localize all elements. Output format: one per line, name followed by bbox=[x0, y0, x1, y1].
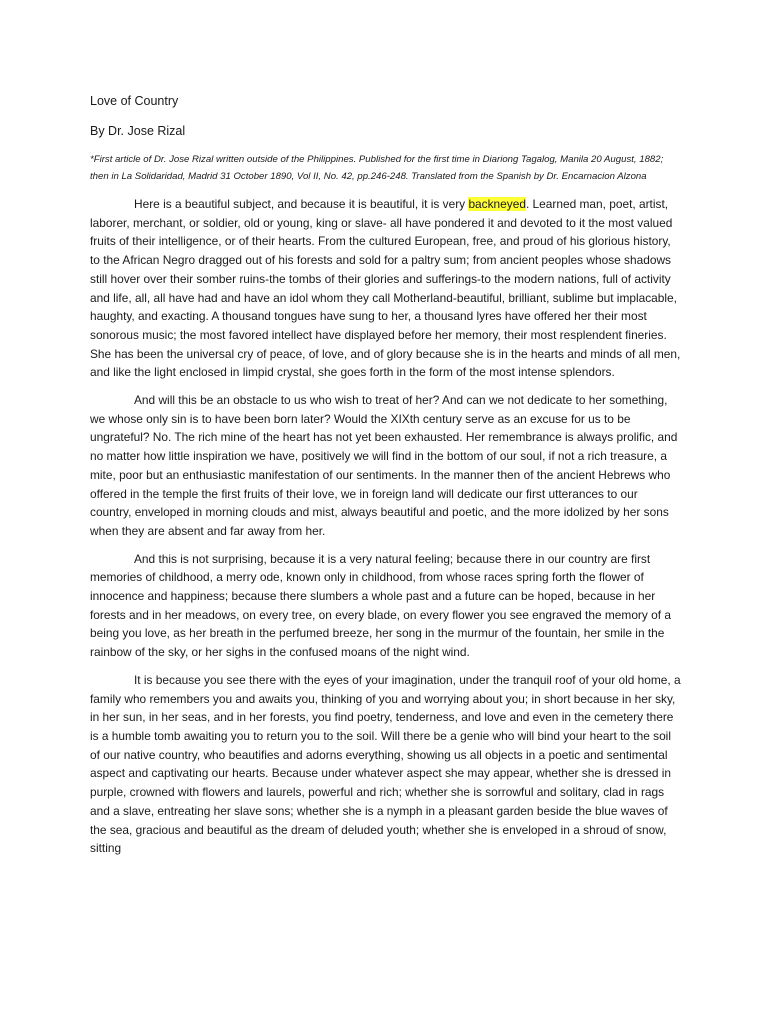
paragraph-3: And this is not surprising, because it is a very natural feeling; because there in our country are first memories of childhood, a merry ode, known only in childhood, from whose races spring forth the flower of innocence and happiness; because there slumbers a whole past and a future can be hoped, because in her forests and in her meadows, on every tree, on every blade, on every flower you see engraved the memory of a being you love, as her breath in the perfumed breeze, her song in the murmur of the fountain, her smile in the rainbow of the sky, or her sighs in the confused moans of the night wind. bbox=[90, 551, 671, 660]
paragraph-4: It is because you see there with the eyes of your imagination, under the tranquil roof of your old home, a family who remembers you and awaits you, thinking of you and worrying about you; in short because in her sky, in her sun, in her seas, and in her forests, you find poetry, tenderness, and love and even in the cemetery there is a humble tomb awaiting you to return you to the soil. Will there be a genie who will bind your heart to the soil of our native country, who beautifies and adorns everything, showing us all objects in a poetic and sentimental aspect and captivating our hearts. Because under whatever aspect she may appear, whether she is dressed in purple, crowned with flowers and laurels, powerful and rich; whether she is sorrowful and solitary, clad in rags and a slave, entreating her slave sons; whether she is a nymph in a pleasant garden beside the blue waves of the sea, gracious and beautiful as the dream of deluded youth; whether she is enveloped in a shroud of snow, sitting bbox=[90, 672, 681, 856]
document-page bbox=[90, 92, 682, 867]
document-title: Love of Country bbox=[90, 94, 179, 108]
publication-note: *First article of Dr. Jose Rizal written outside of the Philippines. Published for the first time in Diariong Tagalog, Manila 20 August, 1882; then in La Solidaridad, Madrid 31 October 1890, Vol II, No. 42, pp.246-248. Translated from the Spanish by Dr. Encarnacion Alzona bbox=[90, 154, 664, 182]
paragraph-1 bbox=[90, 195, 682, 382]
paragraph-1-start: Here is a beautiful subject, and because it is beautiful, it is very bbox=[134, 197, 469, 211]
paragraph-1-rest: . Learned man, poet, artist, laborer, merchant, or soldier, old or young, king or slave- all have pondered it and devoted to it the most valued fruits of their intelligence, or of their hearts. From the cultured European, free, and proud of his glorious history, to the African Negro dragged out of his forests and sold for a paltry sum; from ancient peoples whose shadows still hover over their somber ruins-the tombs of their glories and sufferings-to the modern nations, full of activity and life, all, all have had and have an idol whom they call Motherland-beautiful, brilliant, sublime but implacable, haughty, and exacting. A thousand tongues have sung to her, a thousand lyres have offered her their most sonorous music; the most favored intellect have displayed before her memory, their most resplendent fineries. She has been the universal cry of peace, of love, and of glory because she is in the hearts and minds of all men, and like the light enclosed in limpid crystal, she goes forth in the form of the most intense splendors. bbox=[90, 197, 681, 380]
highlighted-word: backneyed bbox=[468, 197, 526, 211]
paragraph-2: And will this be an obstacle to us who wish to treat of her? And can we not dedicate to her something, we whose only sin is to have been born later? Would the XIXth century serve as an excuse for us to be ungrateful? No. The rich mine of the heart has not yet been exhausted. Her remembrance is always prolific, and no matter how little inspiration we have, positively we will find in the bottom of our soul, if not a rich treasure, a mite, poor but an enthusiastic manifestation of our sentiments. In the manner then of the ancient Hebrews who offered in the temple the first fruits of their love, we in foreign land will dedicate our first utterances to our country, enveloped in morning clouds and mist, always beautiful and poetic, and the more idolized by her sons when they are absent and far away from her. bbox=[90, 393, 678, 538]
document-author: By Dr. Jose Rizal bbox=[90, 124, 186, 138]
